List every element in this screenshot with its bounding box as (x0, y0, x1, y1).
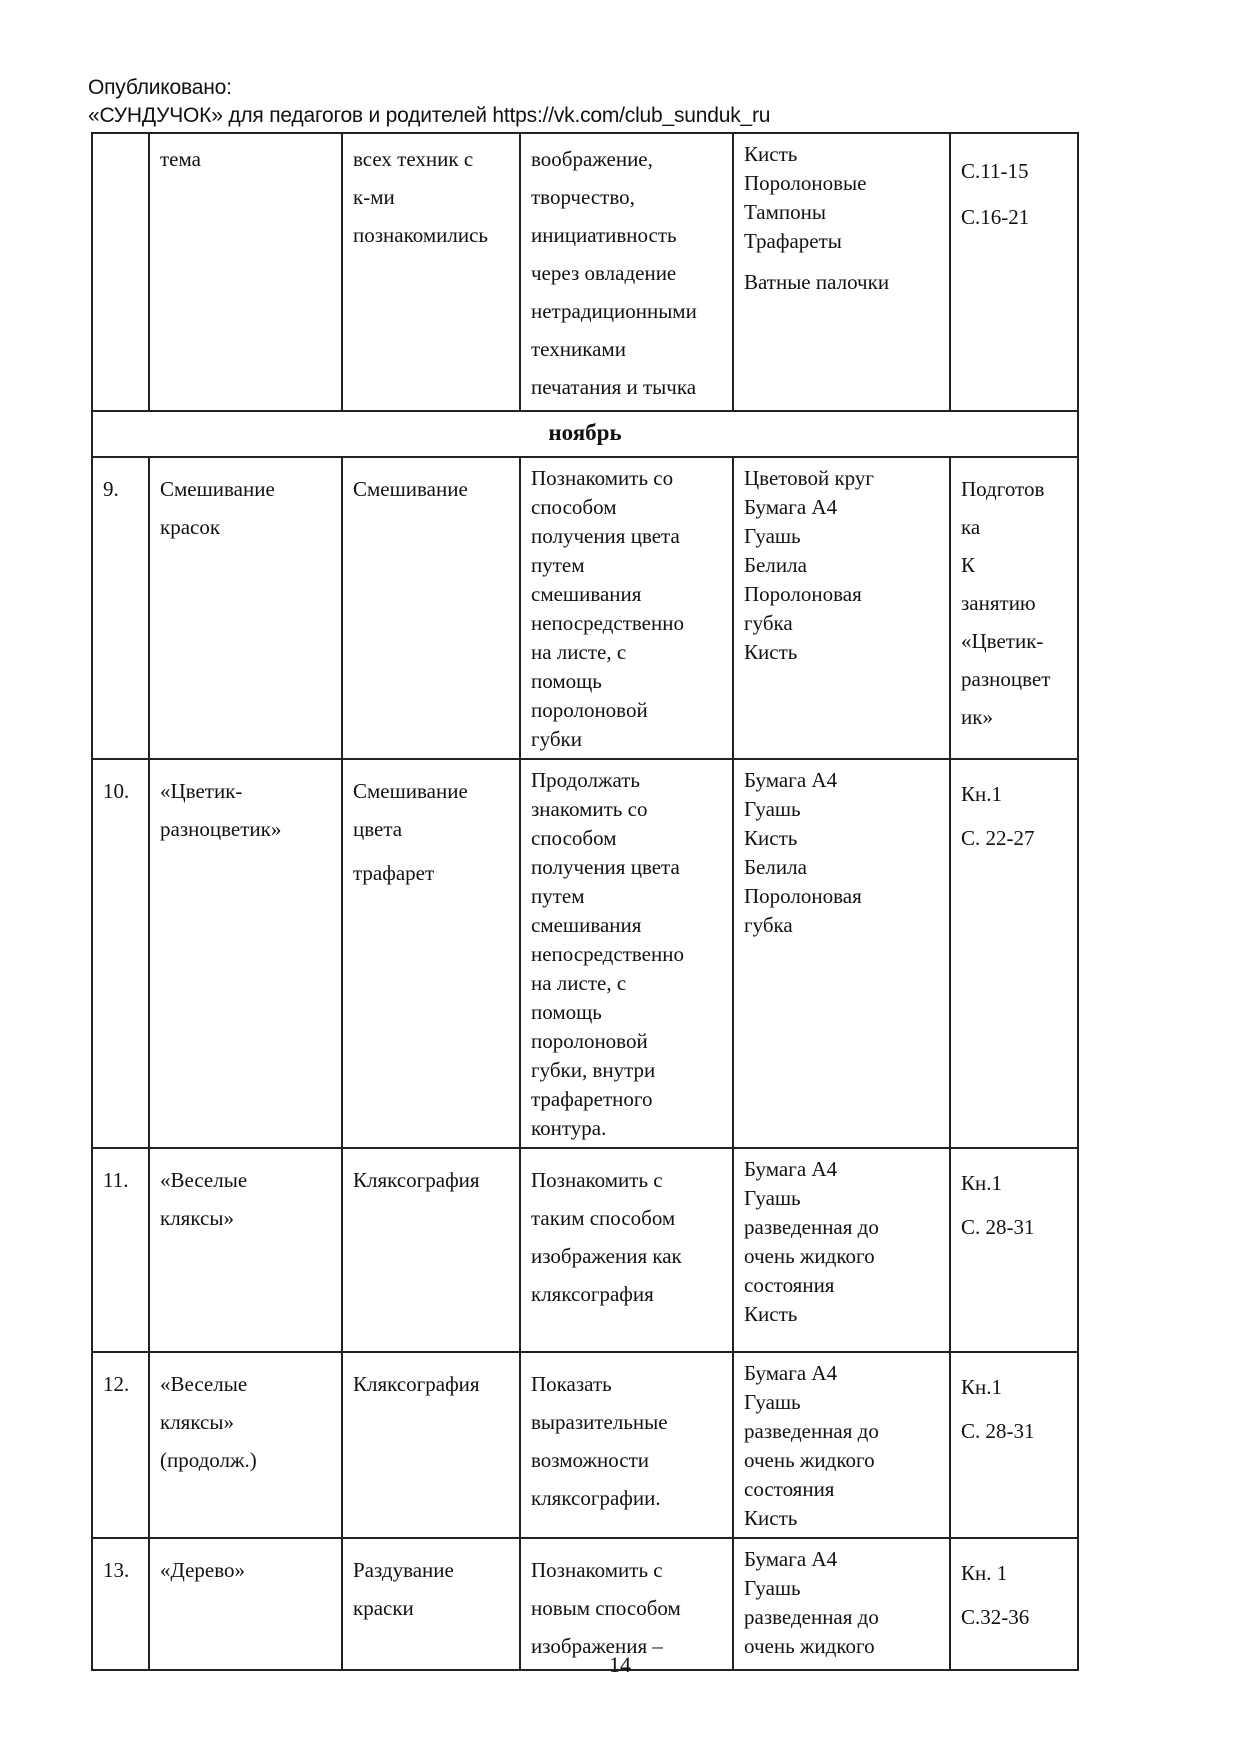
cell-source: Подготов ка К занятию «Цветик- разноцвет ик» (950, 457, 1078, 759)
cell-materials: Бумага А4 Гуашь разведенная до очень жидкого состояния Кисть (733, 1148, 950, 1352)
cell-num: 11. (92, 1148, 149, 1352)
header-source-line: «СУНДУЧОК» для педагогов и родителей https://vk.com/club_sunduk_ru (88, 104, 771, 127)
cell-goal: Показать выразительные возможности кляксографии. (520, 1352, 733, 1538)
page-number: 14 (609, 1652, 631, 1677)
table-row (92, 1352, 1078, 1538)
month-heading: ноябрь (92, 411, 1078, 457)
cell-goal: Познакомить с новым способом изображения – (520, 1538, 733, 1670)
cell-num: 12. (92, 1352, 149, 1538)
cell-num: 10. (92, 759, 149, 1148)
cell-num: 9. (92, 457, 149, 759)
cell-materials: Бумага А4 Гуашь разведенная до очень жидкого (733, 1538, 950, 1670)
publication-header (88, 74, 770, 130)
cell-materials: Бумага А4 Гуашь Кисть Белила Поролоновая губка (733, 759, 950, 1148)
table-row (92, 1538, 1078, 1670)
cell-topic: «Веселые кляксы» (продолж.) (149, 1352, 342, 1538)
cell-topic: «Веселые кляксы» (149, 1148, 342, 1352)
cell-materials: Кисть Поролоновые Тампоны Трафареты Ватные палочки (733, 133, 950, 411)
cell-topic: «Дерево» (149, 1538, 342, 1670)
table-row (92, 457, 1078, 759)
table-row (92, 759, 1078, 1148)
cell-topic: тема (149, 133, 342, 411)
cell-source: Кн. 1 С.32-36 (950, 1538, 1078, 1670)
cell-source: Кн.1 С. 28-31 (950, 1148, 1078, 1352)
cell-technique: Смешивание цвета трафарет (342, 759, 520, 1148)
cell-source: Кн.1 С. 28-31 (950, 1352, 1078, 1538)
cell-goal: Продолжать знакомить со способом получения цвета путем смешивания непосредственно на листе, с помощь поролоновой губки, внутри трафаретного контура. (520, 759, 733, 1148)
cell-materials: Бумага А4 Гуашь разведенная до очень жидкого состояния Кисть (733, 1352, 950, 1538)
cell-source: С.11-15 С.16-21 (950, 133, 1078, 411)
lesson-plan-table (91, 132, 1079, 1671)
cell-technique: Кляксография (342, 1352, 520, 1538)
cell-materials: Цветовой круг Бумага А4 Гуашь Белила Поролоновая губка Кисть (733, 457, 950, 759)
cell-topic: Смешивание красок (149, 457, 342, 759)
table-row (92, 1148, 1078, 1352)
header-published-label: Опубликовано: (88, 76, 232, 99)
cell-topic: «Цветик- разноцветик» (149, 759, 342, 1148)
cell-num: 13. (92, 1538, 149, 1670)
cell-technique: Кляксография (342, 1148, 520, 1352)
cell-technique: всех техник с к-ми познакомились (342, 133, 520, 411)
cell-technique: Раздувание краски (342, 1538, 520, 1670)
table-row (92, 133, 1078, 411)
cell-goal: Познакомить со способом получения цвета путем смешивания непосредственно на листе, с помощь поролоновой губки (520, 457, 733, 759)
cell-source: Кн.1 С. 22-27 (950, 759, 1078, 1148)
cell-num (92, 133, 149, 411)
cell-technique: Смешивание (342, 457, 520, 759)
cell-goal: Познакомить с таким способом изображения как кляксография (520, 1148, 733, 1352)
month-row (92, 411, 1078, 457)
cell-goal: воображение, творчество, инициативность через овладение нетрадиционными техниками печатания и тычка (520, 133, 733, 411)
